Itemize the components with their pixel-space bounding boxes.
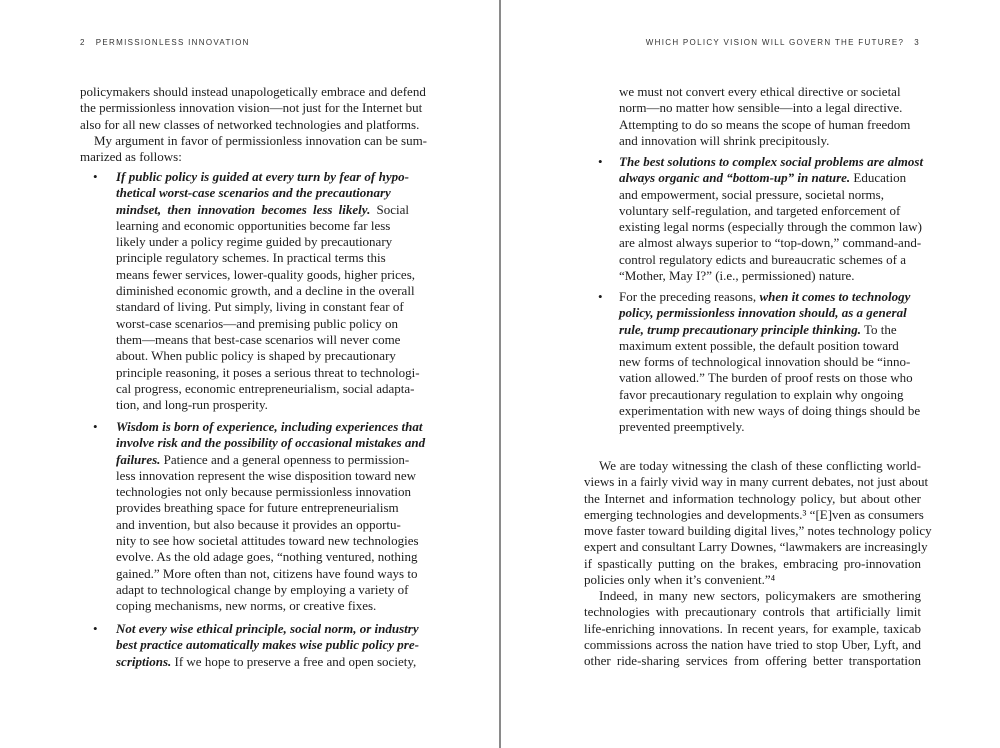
text-line: Indeed, in many new sectors, policymakers are smothering (599, 588, 921, 603)
text-line: the Internet and information technology policy, but about other (584, 490, 921, 506)
right-page-number: 3 (914, 38, 920, 47)
emphasis-line: If public policy is guided at every turn by fear of hypo- (116, 169, 409, 184)
text-line: Attempting to do so means the scope of human freedom (619, 116, 911, 132)
text-line: existing legal norms (especially through the common law) (619, 219, 922, 235)
body-paragraph-2 (584, 588, 921, 669)
bullet-marker: • (93, 169, 98, 184)
emphasis-line: always organic and “bottom-up” in nature. (619, 170, 851, 186)
bullet-item-2 (116, 419, 426, 615)
left-page-number: 2 (80, 38, 86, 47)
text-line: move faster toward building digital lives,” notes technology policy (584, 523, 932, 539)
emphasis-line: thetical worst-case scenarios and the precautionary (116, 185, 391, 201)
emphasis-line: when it comes to technology (759, 289, 911, 304)
text-line: principle reasoning, it poses a serious threat to technologi- (116, 364, 420, 380)
emphasis-line: The best solutions to complex social problems are almost (619, 154, 924, 169)
text-segment: If we hope to preserve a free and open society, (174, 653, 417, 669)
emphasis-line: best practice automatically makes wise public policy pre- (116, 637, 419, 653)
text-line: expert and consultant Larry Downes, “lawmakers are increasingly (584, 539, 928, 555)
left-running-head (80, 38, 250, 47)
right-running-head-title: WHICH POLICY VISION WILL GOVERN THE FUTURE? (645, 38, 905, 47)
bullet-item-3 (116, 621, 419, 670)
emphasis-line: Not every wise ethical principle, social norm, or industry (116, 621, 419, 636)
text-line: new forms of technological innovation should be “inno- (619, 354, 911, 370)
text-line: principle regulatory schemes. In practical terms this (116, 250, 386, 266)
text-line: gained.” More often than not, citizens have found ways to (116, 565, 418, 581)
bullet-item-1 (116, 169, 420, 413)
emphasis-line: mindset, then innovation becomes less likely. (116, 201, 371, 217)
text-line: adapt to technological change by employing a variety of (116, 581, 409, 597)
emphasis-line: Wisdom is born of experience, including experiences that (116, 419, 423, 434)
text-line: policymakers should instead unapologetically embrace and defend (80, 84, 426, 99)
text-line: prevented preemptively. (619, 419, 745, 435)
text-line: are almost always superior to “top-down,” command-and- (619, 235, 922, 251)
text-line: norm—no matter how sensible—into a legal directive. (619, 100, 903, 116)
text-line: learning and economic opportunities become far less (116, 217, 391, 233)
text-line: and invention, but also because it provides an opportu- (116, 516, 401, 532)
left-page (0, 0, 499, 748)
bullet-marker: • (93, 419, 98, 434)
text-line: control regulatory edicts and bureaucratic schemes of a (619, 251, 906, 267)
text-segment: Education (853, 170, 907, 186)
emphasis-line: scriptions. (116, 653, 172, 669)
text-line: vation allowed.” The burden of proof rests on those who (619, 370, 913, 386)
text-line: evolve. As the old adage goes, “nothing ventured, nothing (116, 549, 418, 565)
text-line: life-enriching innovations. In recent years, for example, taxicab (584, 620, 921, 636)
text-line: favor precautionary regulation to explain why ongoing (619, 386, 904, 402)
left-running-head-title: PERMISSIONLESS INNOVATION (95, 38, 250, 47)
text-line: also for all new classes of networked technologies and platforms. (80, 116, 420, 132)
text-line: technologies with precautionary controls that artificially limit (584, 604, 921, 620)
bullet-marker: • (598, 154, 603, 169)
text-line: about. When public policy is shaped by precautionary (116, 348, 396, 364)
text-line: My argument in favor of permissionless innovation can be sum- (94, 132, 428, 148)
text-line: worst-case scenarios—and premising public policy on (116, 315, 398, 331)
bullet-item-5 (619, 289, 921, 436)
text-segment: To the (864, 321, 897, 337)
text-line: and innovation will shrink precipitously. (619, 132, 830, 148)
text-line: marized as follows: (80, 149, 182, 165)
text-line: maximum extent possible, the default position toward (619, 337, 899, 353)
text-line: policies only when it’s convenient.”⁴ (584, 572, 776, 588)
body-paragraph-1 (584, 458, 932, 588)
text-line: commissions across the nation have tried to stop Uber, Lyft, and (584, 636, 921, 652)
bullet-item-4 (619, 154, 924, 284)
right-page (501, 0, 1000, 748)
emphasis-line: policy, permissionless innovation should, as a general (619, 305, 907, 321)
text-line: We are today witnessing the clash of these conflicting world- (599, 458, 921, 473)
text-line: we must not convert every ethical directive or societal (619, 84, 901, 99)
left-intro-paragraph (80, 84, 428, 165)
bullet-marker: • (598, 289, 603, 304)
text-segment: Patience and a general openness to permission- (163, 451, 410, 467)
text-line: less innovation represent the wise disposition toward new (116, 467, 417, 483)
text-line: diminished economic growth, and a decline in the overall (116, 283, 415, 299)
text-line: “Mother, May I?” (i.e., permissioned) nature. (619, 268, 855, 284)
emphasis-line: failures. (116, 451, 161, 467)
text-line: emerging technologies and developments.³ “[E]ven as consumers (584, 506, 924, 522)
text-line: provides breathing space for future entrepreneurialism (116, 500, 399, 516)
text-line: nity to see how societal attitudes toward new technologies (116, 533, 419, 549)
text-segment: For the preceding reasons, (619, 289, 757, 304)
text-line: the permissionless innovation vision—not just for the Internet but (80, 100, 423, 116)
continued-bullet-text (619, 84, 912, 149)
text-line: views in a fairly vivid way in many current debates, not just about (584, 474, 929, 490)
text-line: them—means that best-case scenarios will never come (116, 331, 401, 347)
text-line: voluntary self-regulation, and targeted enforcement of (619, 202, 901, 218)
text-line: experimentation with new ways of doing things should be (619, 403, 921, 419)
text-line: technologies not only because permissionless innovation (116, 484, 411, 500)
text-line: if spastically putting on the brakes, embracing pro-innovation (584, 555, 921, 571)
text-line: tion, and long-run prosperity. (116, 397, 268, 413)
text-line: likely under a policy regime guided by precautionary (116, 234, 393, 250)
text-line: and empowerment, social pressure, societal norms, (619, 186, 884, 202)
emphasis-line: rule, trump precautionary principle thinking. (619, 321, 861, 337)
emphasis-line: involve risk and the possibility of occasional mistakes and (116, 435, 426, 451)
text-line: coping mechanisms, new norms, or creative fixes. (116, 598, 377, 614)
bullet-marker: • (93, 621, 98, 636)
text-line: cal progress, economic entrepreneurialism, social adapta- (116, 380, 415, 396)
text-segment: Social (376, 201, 410, 217)
text-line: standard of living. Put simply, living in constant fear of (116, 299, 404, 315)
right-running-head (646, 38, 920, 47)
text-line: means fewer services, lower-quality goods, higher prices, (116, 266, 415, 282)
text-line: other ride-sharing services from offering better transportation (584, 653, 921, 669)
